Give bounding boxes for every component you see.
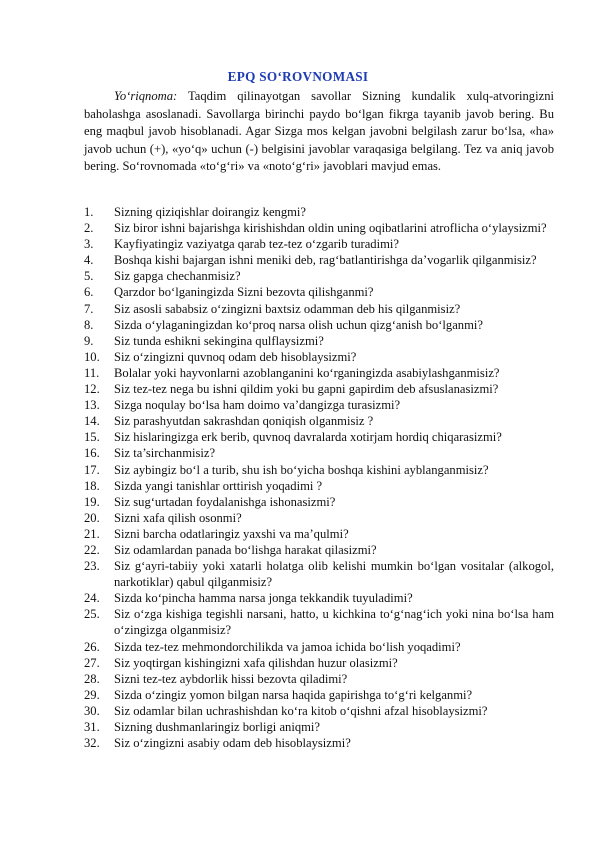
instructions-paragraph xyxy=(84,88,554,176)
question-item xyxy=(84,445,554,461)
question-text: Siz gapga chechanmisiz? xyxy=(114,269,241,284)
question-item xyxy=(84,365,554,381)
question-text: Siz o‘zingizni asabiy odam deb hisoblaysizmi? xyxy=(114,736,351,751)
question-number: 21. xyxy=(84,526,100,541)
question-number: 31. xyxy=(84,720,100,734)
question-number: 22. xyxy=(84,542,100,557)
question-text: Siz tez-tez nega bu ishni qildim yoki bu gapni gapirdim deb afsuslanasizmi? xyxy=(114,382,499,397)
question-item xyxy=(84,719,554,735)
question-text: Siz yoqtirgan kishingizni xafa qilishdan huzur olasizmi? xyxy=(114,655,398,670)
question-item xyxy=(84,671,554,687)
question-number: 12. xyxy=(84,382,100,397)
question-item xyxy=(84,606,554,638)
question-item xyxy=(84,301,554,317)
question-text: Siz parashyutdan sakrashdan qoniqish olganmisiz ? xyxy=(114,414,374,429)
question-number: 19. xyxy=(84,494,100,509)
question-number: 4. xyxy=(84,253,94,268)
question-text: Sizda o‘zingiz yomon bilgan narsa haqida gapirishga to‘g‘ri kelganmi? xyxy=(114,687,473,702)
question-number: 23. xyxy=(84,559,100,574)
question-item xyxy=(84,252,554,268)
question-item xyxy=(84,284,554,300)
question-number: 25. xyxy=(84,607,100,622)
question-item xyxy=(84,381,554,397)
question-list xyxy=(84,204,554,751)
question-number: 26. xyxy=(84,639,100,654)
instructions-lead: Yo‘riqnoma: xyxy=(114,89,178,103)
question-text: Boshqa kishi bajargan ishni meniki deb, rag‘batlantirishga da’vogarlik qilganmisiz? xyxy=(114,253,537,268)
question-number: 18. xyxy=(84,478,100,493)
question-item xyxy=(84,220,554,236)
question-number: 17. xyxy=(84,462,100,477)
question-number: 7. xyxy=(84,301,94,316)
question-number: 8. xyxy=(84,317,94,332)
question-number: 20. xyxy=(84,510,100,525)
question-text: Sizni xafa qilish osonmi? xyxy=(114,510,242,525)
question-text: Siz asosli sababsiz o‘zingizni baxtsiz odamman deb his qilganmisiz? xyxy=(114,301,461,316)
question-item xyxy=(84,703,554,719)
question-number: 16. xyxy=(84,446,100,461)
question-number: 5. xyxy=(84,269,94,284)
question-item xyxy=(84,268,554,284)
question-number: 15. xyxy=(84,430,100,445)
question-number: 6. xyxy=(84,285,94,300)
question-text: Siz aybingiz bo‘l a turib, shu ish bo‘yicha boshqa kishini ayblanganmisiz? xyxy=(114,462,489,477)
question-item xyxy=(84,413,554,429)
question-number: 9. xyxy=(84,333,94,348)
question-item xyxy=(84,655,554,671)
question-number: 10. xyxy=(84,349,100,364)
question-number: 1. xyxy=(84,205,94,219)
question-item xyxy=(84,542,554,558)
question-text: Sizda tez-tez mehmondorchilikda va jamoa ichida bo‘lish yoqadimi? xyxy=(114,639,461,654)
question-number: 30. xyxy=(84,703,100,718)
question-text: Siz sug‘urtadan foydalanishga ishonasizmi? xyxy=(114,494,336,509)
question-text: Siz o‘zga kishiga tegishli narsani, hatto, u kichkina to‘g‘nag‘ich yoki nina bo‘lsa ham o‘zingizga olganmisiz? xyxy=(114,607,554,638)
question-number: 27. xyxy=(84,655,100,670)
question-text: Sizni tez-tez aybdorlik hissi bezovta qiladimi? xyxy=(114,671,348,686)
question-item xyxy=(84,462,554,478)
question-text: Bolalar yoki hayvonlarni azoblanganini ko‘rganingizda asabiylashganmisiz? xyxy=(114,365,500,380)
question-text: Siz odamlar bilan uchrashishdan ko‘ra kitob o‘qishni afzal hisoblaysizmi? xyxy=(114,703,488,718)
question-text: Siz ta’sirchanmisiz? xyxy=(114,446,216,461)
question-item xyxy=(84,510,554,526)
question-item xyxy=(84,526,554,542)
question-text: Siz odamlardan panada bo‘lishga harakat qilasizmi? xyxy=(114,542,377,557)
question-number: 24. xyxy=(84,591,100,606)
question-number: 28. xyxy=(84,671,100,686)
question-text: Sizda ko‘pincha hamma narsa jonga tekkandik tuyuladimi? xyxy=(114,591,413,606)
document-title: EPQ SO‘ROVNOMASI xyxy=(227,69,369,84)
question-number: 29. xyxy=(84,687,100,702)
question-text: Sizga noqulay bo‘lsa ham doimo va’dangizga turasizmi? xyxy=(114,398,401,413)
question-item xyxy=(84,236,554,252)
question-item xyxy=(84,590,554,606)
question-item xyxy=(84,349,554,365)
question-item xyxy=(84,478,554,494)
question-item xyxy=(84,639,554,655)
question-item xyxy=(84,687,554,703)
question-number: 2. xyxy=(84,221,94,236)
question-text: Siz o‘zingizni quvnoq odam deb hisoblaysizmi? xyxy=(114,349,357,364)
instructions-text: Taqdim qilinayotgan savollar Sizning kundalik xulq-atvoringizni baholashga asoslanadi. Savollarga birinchi paydo bo‘lgan fikrga tayanib javob bering. Bu eng maqbul javob hisoblanadi. Agar Sizga mos kelgan javobni belgilash zarur bo‘lsa, «ha» javob uchun (+), «yo‘q» uchun (-) belgisini javoblar varaqasiga belgilang. Tez va aniq javob bering. So‘rovnomada «to‘g‘ri» va «noto‘g‘ri» javoblari mavjud emas. xyxy=(84,89,554,174)
question-item xyxy=(84,494,554,510)
question-item xyxy=(84,333,554,349)
question-text: Sizning dushmanlaringiz borligi aniqmi? xyxy=(114,720,321,734)
question-text: Qarzdor bo‘lganingizda Sizni bezovta qilishganmi? xyxy=(114,285,374,300)
question-number: 13. xyxy=(84,398,100,413)
question-number: 14. xyxy=(84,414,100,429)
question-text: Siz tunda eshikni sekingina qulflaysizmi? xyxy=(114,333,324,348)
question-text: Siz hislaringizga erk berib, quvnoq davralarda xotirjam hordiq chiqarasizmi? xyxy=(114,430,502,445)
question-item xyxy=(84,317,554,333)
question-item xyxy=(84,397,554,413)
question-text: Sizda o‘ylaganingizdan ko‘proq narsa olish uchun qizg‘anish bo‘lganmi? xyxy=(114,317,483,332)
question-number: 11. xyxy=(84,365,100,380)
question-number: 32. xyxy=(84,736,100,751)
question-number: 3. xyxy=(84,237,94,252)
question-item xyxy=(84,429,554,445)
question-text: Sizni barcha odatlaringiz yaxshi va ma’qulmi? xyxy=(114,526,349,541)
question-text: Sizning qiziqishlar doirangiz kengmi? xyxy=(114,205,307,219)
question-item xyxy=(84,735,554,751)
question-text: Siz biror ishni bajarishga kirishishdan oldin uning oqibatlarini atroflicha o‘ylaysizmi? xyxy=(114,221,547,236)
question-item xyxy=(84,558,554,590)
question-text: Siz g‘ayri-tabiiy yoki xatarli holatga olib kelishi mumkin bo‘lgan vositalar (alkogol, narkotiklar) qabul qilganmisiz? xyxy=(114,559,554,590)
question-text: Kayfiyatingiz vaziyatga qarab tez-tez o‘zgarib turadimi? xyxy=(114,237,399,252)
question-text: Sizda yangi tanishlar orttirish yoqadimi ? xyxy=(114,478,323,493)
question-item xyxy=(84,204,554,220)
